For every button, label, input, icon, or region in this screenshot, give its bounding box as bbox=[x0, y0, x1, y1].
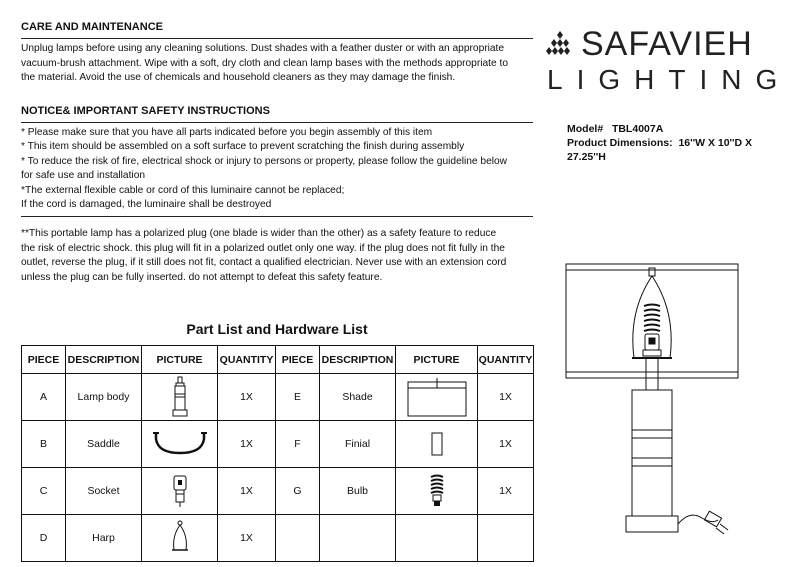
quantity-cell: 1X bbox=[218, 374, 276, 421]
safety-line: *The external flexible cable or cord of this luminaire cannot be replaced; bbox=[21, 184, 345, 196]
table-row bbox=[22, 515, 534, 562]
piece-cell: A bbox=[22, 374, 66, 421]
safety-line: * Please make sure that you have all parts indicated before you begin assembly of this item bbox=[21, 126, 433, 138]
harp-icon bbox=[170, 520, 190, 556]
plug-warning bbox=[21, 227, 533, 285]
picture-cell bbox=[142, 468, 218, 515]
description-cell: Shade bbox=[320, 374, 396, 421]
model-label: Model# bbox=[567, 123, 604, 135]
picture-cell bbox=[396, 374, 478, 421]
brand-subtitle: LIGHTING bbox=[547, 64, 792, 95]
product-info bbox=[567, 122, 797, 164]
piece-cell: C bbox=[22, 468, 66, 515]
lamp-body-icon bbox=[170, 376, 190, 418]
description-cell bbox=[320, 515, 396, 562]
picture-cell bbox=[142, 374, 218, 421]
parts-title: Part List and Hardware List bbox=[186, 321, 368, 337]
care-line: the material. Avoid the use of chemicals and household cleaners as they may damage the finish. bbox=[21, 72, 456, 83]
col-header: QUANTITY bbox=[478, 346, 534, 374]
piece-cell: E bbox=[276, 374, 320, 421]
table-row bbox=[22, 421, 534, 468]
quantity-cell: 1X bbox=[218, 468, 276, 515]
parts-table bbox=[21, 345, 534, 562]
safety-text bbox=[21, 126, 533, 217]
warning-line: outlet, reverse the plug, if it still does not fit, contact a qualified electrician. Never use with an extension cord bbox=[21, 257, 507, 268]
piece-cell: D bbox=[22, 515, 66, 562]
lamp-illustration bbox=[562, 262, 746, 562]
description-cell: Bulb bbox=[320, 468, 396, 515]
picture-cell bbox=[396, 421, 478, 468]
description-cell: Socket bbox=[66, 468, 142, 515]
dimensions-value: 16''W X 10''D X bbox=[678, 137, 753, 149]
safety-line: for safe use and installation bbox=[21, 170, 146, 181]
piece-cell bbox=[276, 515, 320, 562]
quantity-cell: 1X bbox=[478, 468, 534, 515]
col-header: PICTURE bbox=[142, 346, 218, 374]
piece-cell: G bbox=[276, 468, 320, 515]
dimensions-line bbox=[567, 136, 797, 150]
model-number: TBL4007A bbox=[611, 123, 664, 135]
quantity-cell: 1X bbox=[218, 515, 276, 562]
piece-cell: B bbox=[22, 421, 66, 468]
col-header: DESCRIPTION bbox=[66, 346, 142, 374]
bulb-icon bbox=[427, 473, 447, 509]
model-line bbox=[567, 122, 797, 136]
col-header: QUANTITY bbox=[218, 346, 276, 374]
quantity-cell bbox=[478, 515, 534, 562]
dimensions-label: Product Dimensions: bbox=[567, 137, 673, 149]
warning-line: unless the plug can be fully inserted. do not attempt to defeat this safety feature. bbox=[21, 271, 383, 283]
quantity-cell: 1X bbox=[478, 374, 534, 421]
brand-name: SAFAVIEH bbox=[581, 25, 753, 63]
piece-cell: F bbox=[276, 421, 320, 468]
shade-icon bbox=[405, 376, 469, 418]
col-header: PIECE bbox=[276, 346, 320, 374]
quantity-cell: 1X bbox=[478, 421, 534, 468]
quantity-cell: 1X bbox=[218, 421, 276, 468]
care-title: CARE AND MAINTENANCE bbox=[21, 20, 533, 39]
safety-line: * To reduce the risk of fire, electrical shock or injury to persons or property, please follow the guideline below bbox=[21, 155, 508, 167]
col-header: PIECE bbox=[22, 346, 66, 374]
picture-cell bbox=[142, 421, 218, 468]
picture-cell bbox=[396, 468, 478, 515]
table-header-row bbox=[22, 346, 534, 374]
description-cell: Harp bbox=[66, 515, 142, 562]
care-line: Unplug lamps before using any cleaning solutions. Dust shades with a feather duster or with an appropriate bbox=[21, 43, 505, 54]
picture-cell bbox=[396, 515, 478, 562]
socket-icon bbox=[170, 474, 190, 508]
saddle-icon bbox=[152, 429, 208, 459]
finial-icon bbox=[431, 432, 443, 456]
picture-cell bbox=[142, 515, 218, 562]
col-header: DESCRIPTION bbox=[320, 346, 396, 374]
warning-line: the risk of electric shock. this plug will fit in a polarized outlet only one way. if the plug does not fit fully in the bbox=[21, 242, 505, 254]
table-row bbox=[22, 374, 534, 421]
description-cell: Lamp body bbox=[66, 374, 142, 421]
safety-line: * This item should be assembled on a soft surface to prevent scratching the finish during assembly bbox=[21, 141, 465, 152]
safety-title: NOTICE& IMPORTANT SAFETY INSTRUCTIONS bbox=[21, 104, 533, 123]
table-row bbox=[22, 468, 534, 515]
care-line: vacuum-brush attachment. Wipe with a soft, dry cloth and clean lamp bases with the methods appropriate to bbox=[21, 57, 508, 69]
description-cell: Saddle bbox=[66, 421, 142, 468]
col-header: PICTURE bbox=[396, 346, 478, 374]
dimensions-line-2: 27.25''H bbox=[567, 151, 606, 163]
brand-logo bbox=[545, 25, 792, 96]
care-text bbox=[21, 42, 533, 86]
description-cell: Finial bbox=[320, 421, 396, 468]
brand-mark-icon bbox=[545, 29, 575, 59]
safety-line: If the cord is damaged, the luminaire shall be destroyed bbox=[21, 198, 533, 217]
warning-line: **This portable lamp has a polarized plug (one blade is wider than the other) as a safety feature to reduce bbox=[21, 228, 497, 239]
instructions-column bbox=[21, 20, 533, 217]
